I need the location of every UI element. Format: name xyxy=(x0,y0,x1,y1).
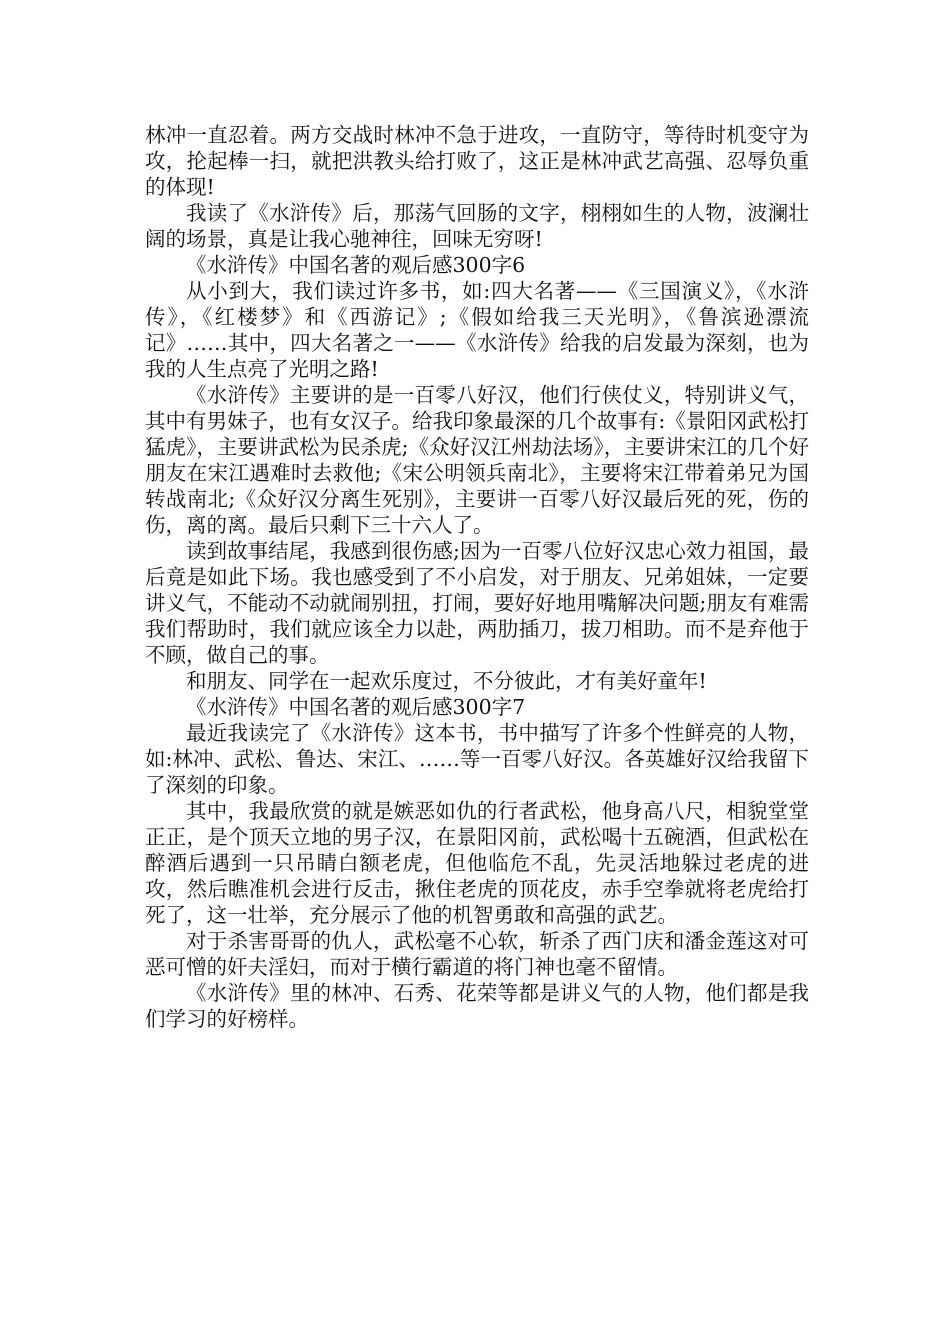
paragraph-1: 林冲一直忍着。两方交战时林冲不急于进攻，一直防守，等待时机变守为攻，抡起棒一扫，就把洪教头给打败了，这正是林冲武艺高强、忍辱负重的体现! xyxy=(145,123,809,199)
section-heading-7: 《水浒传》中国名著的观后感300字7 xyxy=(186,695,526,719)
section-heading-6: 《水浒传》中国名著的观后感300字6 xyxy=(186,253,526,277)
paragraph-9: 对于杀害哥哥的仇人，武松毫不心软，斩杀了西门庆和潘金莲这对可恶可憎的奸夫淫妇，而对于横行霸道的将门神也毫不留情。 xyxy=(145,929,809,979)
paragraph-6: 和朋友、同学在一起欢乐度过，不分彼此，才有美好童年! xyxy=(186,669,707,693)
paragraph-2: 我读了《水浒传》后，那荡气回肠的文字，栩栩如生的人物，波澜壮阔的场景，真是让我心驰神往，回味无穷呀! xyxy=(145,201,809,251)
paragraph-7: 最近我读完了《水浒传》这本书，书中描写了许多个性鲜亮的人物，如:林冲、武松、鲁达、宋江、……等一百零八好汉。各英雄好汉给我留下了深刻的印象。 xyxy=(145,721,809,797)
paragraph-10: 《水浒传》里的林冲、石秀、花荣等都是讲义气的人物，他们都是我们学习的好榜样。 xyxy=(145,981,809,1031)
paragraph-5: 读到故事结尾，我感到很伤感;因为一百零八位好汉忠心效力祖国，最后竟是如此下场。我也感受到了不小启发，对于朋友、兄弟姐妹，一定要讲义气，不能动不动就闹别扭，打闹，要好好地用嘴解决问题;朋友有难需我们帮助时，我们就应该全力以赴，两肋插刀，拔刀相助。而不是弃他于不顾，做自己的事。 xyxy=(145,539,809,667)
paragraph-3: 从小到大，我们读过许多书，如:四大名著——《三国演义》，《水浒传》，《红楼梦》和《西游记》;《假如给我三天光明》，《鲁滨逊漂流记》……其中，四大名著之一——《水浒传》给我的启发最为深刻，也为我的人生点亮了光明之路! xyxy=(145,279,809,381)
paragraph-8: 其中，我最欣赏的就是嫉恶如仇的行者武松，他身高八尺，相貌堂堂正正，是个顶天立地的男子汉，在景阳冈前，武松喝十五碗酒，但武松在醉酒后遇到一只吊睛白额老虎，但他临危不乱，先灵活地躲过老虎的进攻，然后瞧准机会进行反击，揪住老虎的顶花皮，赤手空拳就将老虎给打死了，这一壮举，充分展示了他的机智勇敢和高强的武艺。 xyxy=(145,799,809,927)
paragraph-4: 《水浒传》主要讲的是一百零八好汉，他们行侠仗义，特别讲义气，其中有男妹子，也有女汉子。给我印象最深的几个故事有:《景阳冈武松打猛虎》，主要讲武松为民杀虎;《众好汉江州劫法场》，主要讲宋江的几个好朋友在宋江遇难时去救他;《宋公明领兵南北》，主要将宋江带着弟兄为国转战南北;《众好汉分离生死别》，主要讲一百零八好汉最后死的死，伤的伤，离的离。最后只剩下三十六人了。 xyxy=(145,383,809,537)
document-page xyxy=(145,122,809,1032)
